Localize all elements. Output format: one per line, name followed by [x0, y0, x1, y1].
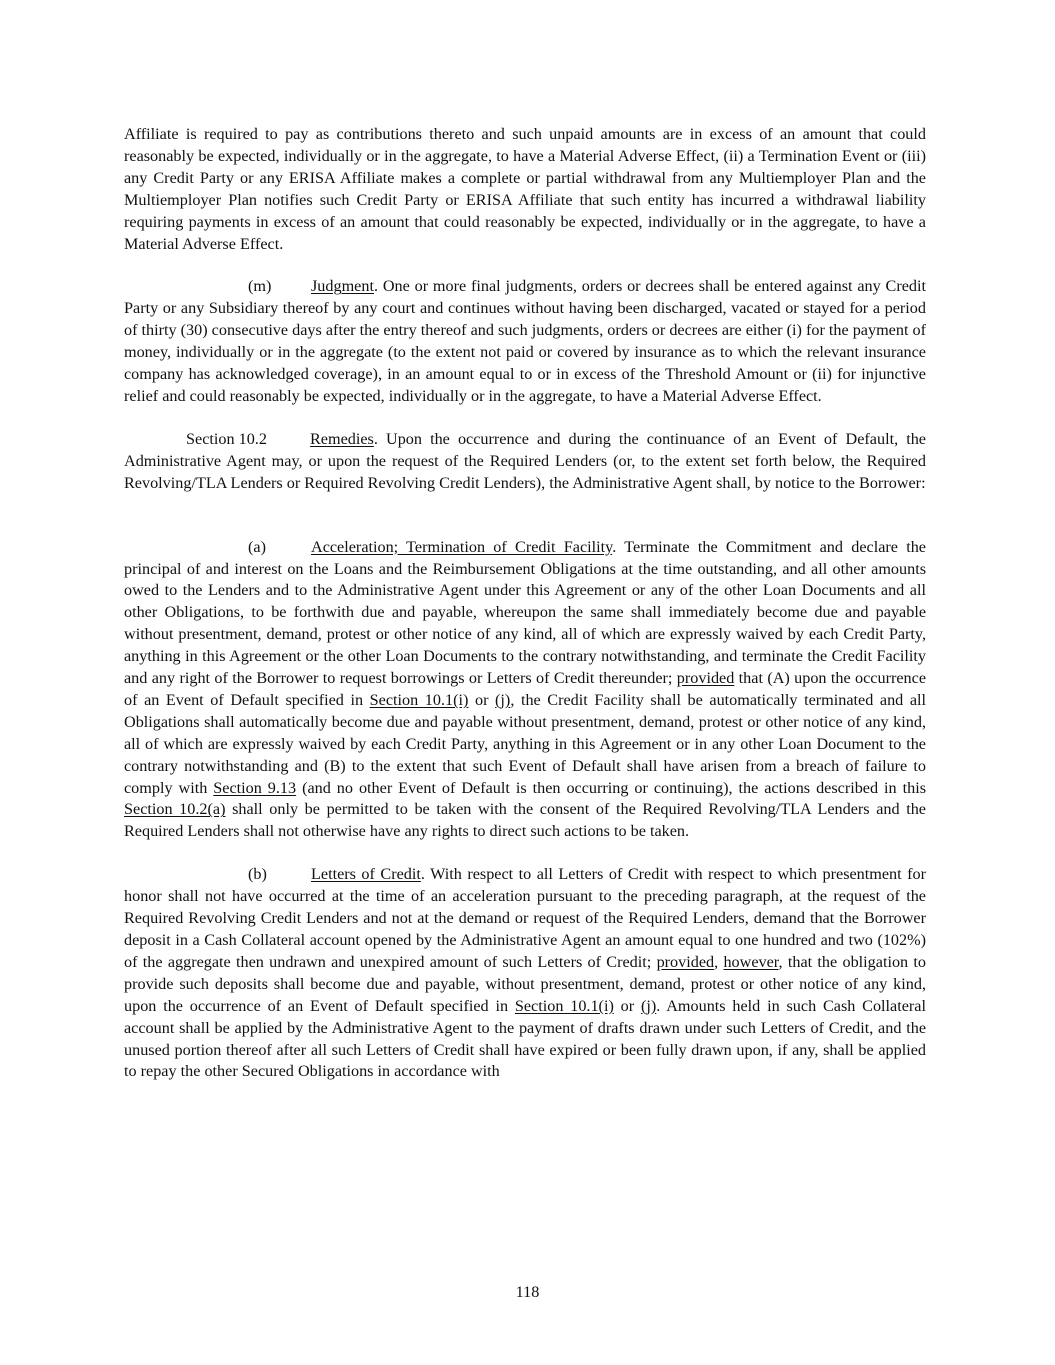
- clause-label: (m): [248, 277, 272, 296]
- document-page: [124, 124, 926, 1083]
- paragraph-m-judgment: [124, 276, 926, 407]
- section-10-2-remedies: [124, 429, 926, 495]
- clause-text: , that the obligation to provide such deposits shall become due and payable, without presentment, demand, protest or other notice of any kind, upon the occurrence of an Event of Default specified in: [124, 952, 927, 1015]
- section-text: . Upon the occurrence and during the continuance of an Event of Default, the Administrative Agent may, or upon the request of the Required Lenders (or, to the extent set forth below, the Required Revolving/TLA Lenders or Required Revolving Credit Lenders), the Administrative Agent shall, by notice to the Borrower:: [124, 429, 926, 492]
- section-reference: Section 10.2(a): [124, 800, 226, 819]
- clause-label: (a): [248, 537, 266, 556]
- section-reference: (j): [495, 690, 511, 709]
- clause-text: or: [613, 996, 641, 1015]
- clause-text: . Terminate the Commitment and declare the principal of and interest on the Loans and the Reimbursement Obligations at the time outstanding, and all other amounts owed to the Lenders and to the Administrative Agent under this Agreement or any of the other Loan Documents and all other Obligations, to be forthwith due and payable, whereupon the same shall immediately become due and payable without presentment, demand, protest or other notice of any kind, all of which are expressly waived by each Credit Party, anything in this Agreement or the other Loan Documents to the contrary notwithstanding, and terminate the Credit Facility and any right of the Borrower to request borrowings or Letters of Credit thereunder;: [124, 537, 926, 688]
- section-reference: (j): [640, 996, 657, 1015]
- provided-term: provided: [656, 952, 715, 971]
- section-label: Section 10.2: [186, 429, 267, 448]
- clause-text: . With respect to all Letters of Credit with respect to which presentment for honor shall not have occurred at the time of an acceleration pursuant to the preceding paragraph, at the request of the Required Revolving Credit Lenders and not at the demand or request of the Required Lenders, demand that the Borrower deposit in a Cash Collateral account opened by the Administrative Agent an amount equal to one hundred and two (102%) of the aggregate then undrawn and unexpired amount of such Letters of Credit;: [124, 865, 926, 971]
- clause-text: , the Credit Facility shall be automatically terminated and all Obligations shall automatically become due and payable without presentment, demand, protest or other notice of any kind, all of which are expressly waived by each Credit Party, anything in this Agreement or in any other Loan Document to the contrary notwithstanding and (B) to the extent that such Event of Default shall have arisen from a breach of failure to comply with: [124, 690, 927, 797]
- clause-label: (b): [248, 865, 267, 884]
- clause-text: shall only be permitted to be taken with the consent of the Required Revolving/TLA Lenders and the Required Lenders shall not otherwise have any rights to direct such actions to be taken.: [124, 800, 926, 841]
- clause-text: (and no other Event of Default is then occurring or continuing), the actions described in this: [296, 778, 926, 797]
- paragraph-a-acceleration: [124, 537, 926, 844]
- paragraph-l-continuation: Affiliate is required to pay as contributions thereto and such unpaid amounts are in excess of an amount that could reasonably be expected, individually or in the aggregate, to have a Material Adverse Effect, (ii) a Termination Event or (iii) any Credit Party or any ERISA Affiliate makes a complete or partial withdrawal from any Multiemployer Plan and the Multiemployer Plan notifies such Credit Party or ERISA Affiliate that such entity has incurred a withdrawal liability requiring payments in excess of an amount that could reasonably be expected, individually or in the aggregate, to have a Material Adverse Effect.: [124, 125, 926, 253]
- provided-term: provided: [676, 669, 735, 688]
- clause-text: . Amounts held in such Cash Collateral account shall be applied by the Administrative Agent to the payment of drafts drawn under such Letters of Credit, and the unused portion thereof after all such Letters of Credit shall have expired or been fully drawn upon, if any, shall be applied to repay the other Secured Obligations in accordance with: [124, 996, 926, 1081]
- clause-text: ,: [714, 952, 724, 971]
- clause-heading: Letters of Credit: [311, 865, 421, 884]
- section-reference: Section 10.1(i): [514, 996, 614, 1015]
- clause-heading: Acceleration; Termination of Credit Facility: [311, 537, 613, 556]
- clause-text: . One or more final judgments, orders or decrees shall be entered against any Credit Party or any Subsidiary thereof by any court and continues without having been discharged, vacated or stayed for a period of thirty (30) consecutive days after the entry thereof and such judgments, orders or decrees are either (i) for the payment of money, individually or in the aggregate (to the extent not paid or covered by insurance as to which the relevant insurance company has acknowledged coverage), in an amount equal to or in excess of the Threshold Amount or (ii) for injunctive relief and could reasonably be expected, individually or in the aggregate, to have a Material Adverse Effect.: [124, 277, 926, 405]
- clause-text: or: [468, 690, 496, 709]
- clause-heading: Judgment: [311, 277, 374, 296]
- paragraph-b-letters-of-credit: [124, 864, 926, 1083]
- clause-text: that (A) upon the occurrence of an Event of Default specified in: [124, 669, 926, 709]
- section-reference: Section 9.13: [213, 778, 297, 797]
- section-heading: Remedies: [310, 429, 374, 448]
- section-reference: Section 10.1(i): [369, 690, 469, 709]
- page-number: 118: [515, 1283, 540, 1301]
- however-term: however: [723, 952, 779, 971]
